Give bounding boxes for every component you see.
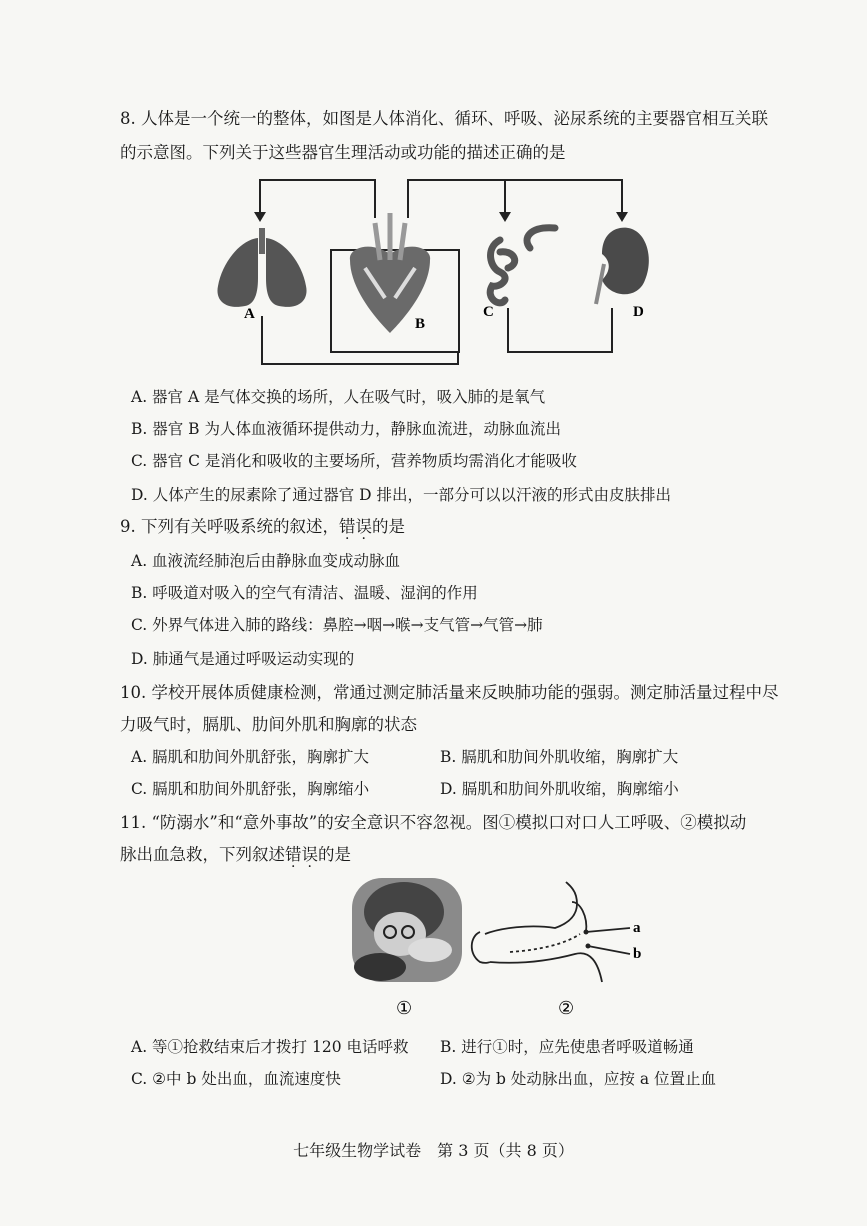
q11-option-c: C. ②中 b 处出血，血流速度快	[131, 1070, 341, 1088]
q8-stem-line2: 的示意图。下列关于这些器官生理活动或功能的描述正确的是	[120, 143, 566, 162]
fig-label-b: b	[633, 946, 642, 962]
organ-label-d: D	[633, 304, 644, 320]
q8-option-a: A. 器官 A 是气体交换的场所，人在吸气时，吸入肺的是氧气	[131, 388, 546, 406]
page-footer: 七年级生物学试卷 第 3 页（共 8 页）	[293, 1141, 574, 1160]
organ-label-c: C	[483, 304, 494, 320]
organ-label-a: A	[244, 306, 255, 322]
lungs-illustration	[217, 228, 306, 307]
q8-option-d: D. 人体产生的尿素除了通过器官 D 排出，一部分可以以汗液的形式由皮肤排出	[131, 486, 672, 504]
q8-option-b: B. 器官 B 为人体血液循环提供动力，静脉血流进，动脉血流出	[131, 420, 561, 438]
q11-emphasis-2: 误	[301, 845, 318, 864]
q11-emphasis-1: 错	[285, 845, 302, 864]
q9-option-b: B. 呼吸道对吸入的空气有清洁、温暖、湿润的作用	[131, 584, 478, 602]
point-a-marker	[584, 930, 589, 935]
heart-illustration	[350, 213, 430, 333]
fig-label-2: ②	[558, 998, 575, 1019]
q11-stem-line1: 11. “防溺水”和“意外事故”的安全意识不容忽视。图①模拟口对口人工呼吸、②模拟动	[120, 813, 747, 832]
q11-option-d: D. ②为 b 处动脉出血，应按 a 位置止血	[440, 1070, 716, 1088]
q8-stem-line1: 8. 人体是一个统一的整体，如图是人体消化、循环、呼吸、泌尿系统的主要器官相互关联	[120, 109, 768, 128]
point-b-marker	[586, 944, 591, 949]
small-intestine-illustration	[490, 228, 555, 303]
organ-label-b: B	[415, 316, 426, 332]
q11-stem-line2	[120, 844, 820, 866]
arm-drawing	[472, 882, 630, 982]
q9-emphasis-1: 错	[339, 517, 356, 536]
q9-stem-end: 的是	[372, 517, 405, 536]
q11-option-b: B. 进行①时，应先使患者呼吸道畅通	[440, 1038, 694, 1056]
q11-stem-text: 脉出血急救，下列叙述	[120, 845, 285, 864]
cpr-photo	[352, 878, 462, 982]
q10-stem-line2: 力吸气时，膈肌、肋间外肌和胸廓的状态	[120, 715, 417, 734]
fig-label-a: a	[633, 920, 641, 936]
q11-stem-end: 的是	[318, 845, 351, 864]
q9-stem	[120, 516, 820, 538]
q10-stem-line1: 10. 学校开展体质健康检测，常通过测定肺活量来反映肺功能的强弱。测定肺活量过程中尽	[120, 683, 779, 702]
q10-option-a: A. 膈肌和肋间外肌舒张，胸廓扩大	[131, 748, 370, 766]
q9-stem-text: 9. 下列有关呼吸系统的叙述，	[120, 517, 339, 536]
organ-diagram	[200, 168, 660, 368]
q9-option-a: A. 血液流经肺泡后由静脉血变成动脉血	[131, 552, 401, 570]
q11-option-a: A. 等①抢救结束后才拨打 120 电话呼救	[131, 1038, 409, 1056]
q9-option-c: C. 外界气体进入肺的路线：鼻腔→咽→喉→支气管→气管→肺	[131, 616, 543, 634]
fig-label-1: ①	[396, 998, 413, 1019]
q10-option-d: D. 膈肌和肋间外肌收缩，胸廓缩小	[440, 780, 679, 798]
kidney-illustration	[596, 228, 649, 304]
q8-option-c: C. 器官 C 是消化和吸收的主要场所，营养物质均需消化才能吸收	[131, 452, 577, 470]
q10-option-b: B. 膈肌和肋间外肌收缩，胸廓扩大	[440, 748, 679, 766]
q9-option-d: D. 肺通气是通过呼吸运动实现的	[131, 650, 355, 668]
first-aid-figure	[340, 872, 660, 1022]
q10-option-c: C. 膈肌和肋间外肌舒张，胸廓缩小	[131, 780, 370, 798]
q9-emphasis-2: 误	[355, 517, 372, 536]
